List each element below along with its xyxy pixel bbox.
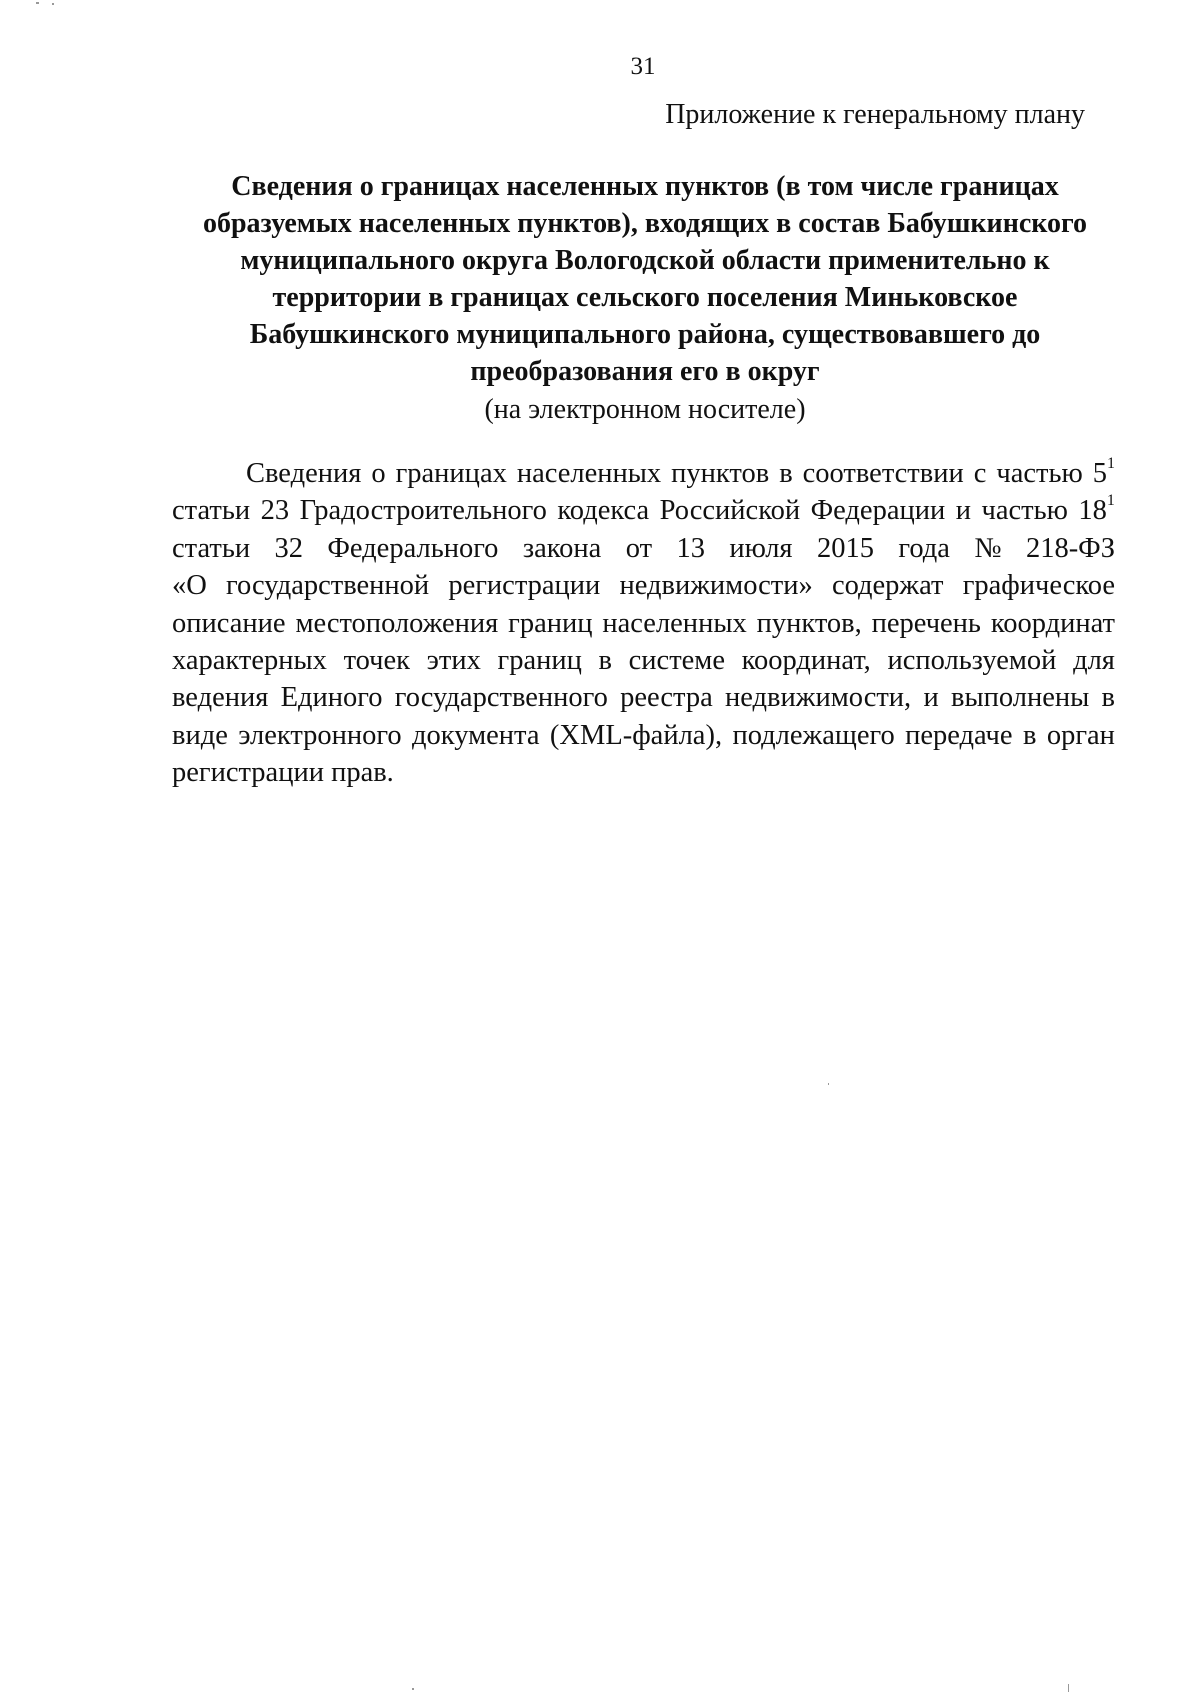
body-paragraph xyxy=(172,455,1115,792)
body-line: статьи 23 Градостроительного кодекса Российской Федерации и частью $18^1$ xyxy=(172,492,1115,529)
appendix-label: Приложение к генеральному плану xyxy=(665,99,1085,130)
body-line: Сведения о границах населенных пунктов в соответствии с частью $5^1$ xyxy=(172,455,1115,492)
title-line: Бабушкинского муниципального района, существовавшего до xyxy=(249,319,1041,350)
scan-speck xyxy=(828,1083,829,1085)
document-subtitle: (на электронном носителе) xyxy=(484,394,806,425)
body-line: виде электронного документа (XML-файла), подлежащего передаче в орган xyxy=(172,719,1115,751)
scan-speck xyxy=(36,2,39,4)
part-reference: $5^1$ xyxy=(1092,455,1115,489)
body-line: «О государственной регистрации недвижимости» содержат графическое xyxy=(172,570,1115,602)
body-line: характерных точек этих границ в системе координат, используемой для xyxy=(172,645,1115,677)
body-line: регистрации прав. xyxy=(172,757,394,789)
title-line: преобразования его в округ xyxy=(470,356,820,387)
document-title xyxy=(170,168,1120,390)
body-line: описание местоположения границ населенных пунктов, перечень координат xyxy=(172,607,1115,639)
body-line: статьи 32 Федерального закона от 13 июля 2015 года № 218-ФЗ xyxy=(172,532,1115,564)
title-line: образуемых населенных пунктов), входящих в состав Бабушкинского xyxy=(202,208,1088,239)
title-line: территории в границах сельского поселения Миньковское xyxy=(272,282,1018,313)
part-reference: $18^1$ xyxy=(1078,492,1115,527)
scan-speck xyxy=(52,3,54,5)
body-line: ведения Единого государственного реестра недвижимости, и выполнены в xyxy=(172,682,1115,714)
title-line: муниципального округа Вологодской области применительно к xyxy=(240,245,1050,276)
scan-speck xyxy=(412,1688,414,1690)
title-line: Сведения о границах населенных пунктов (в том числе границах xyxy=(231,171,1059,202)
page-number: 31 xyxy=(630,53,656,80)
scan-speck xyxy=(1068,1684,1069,1692)
